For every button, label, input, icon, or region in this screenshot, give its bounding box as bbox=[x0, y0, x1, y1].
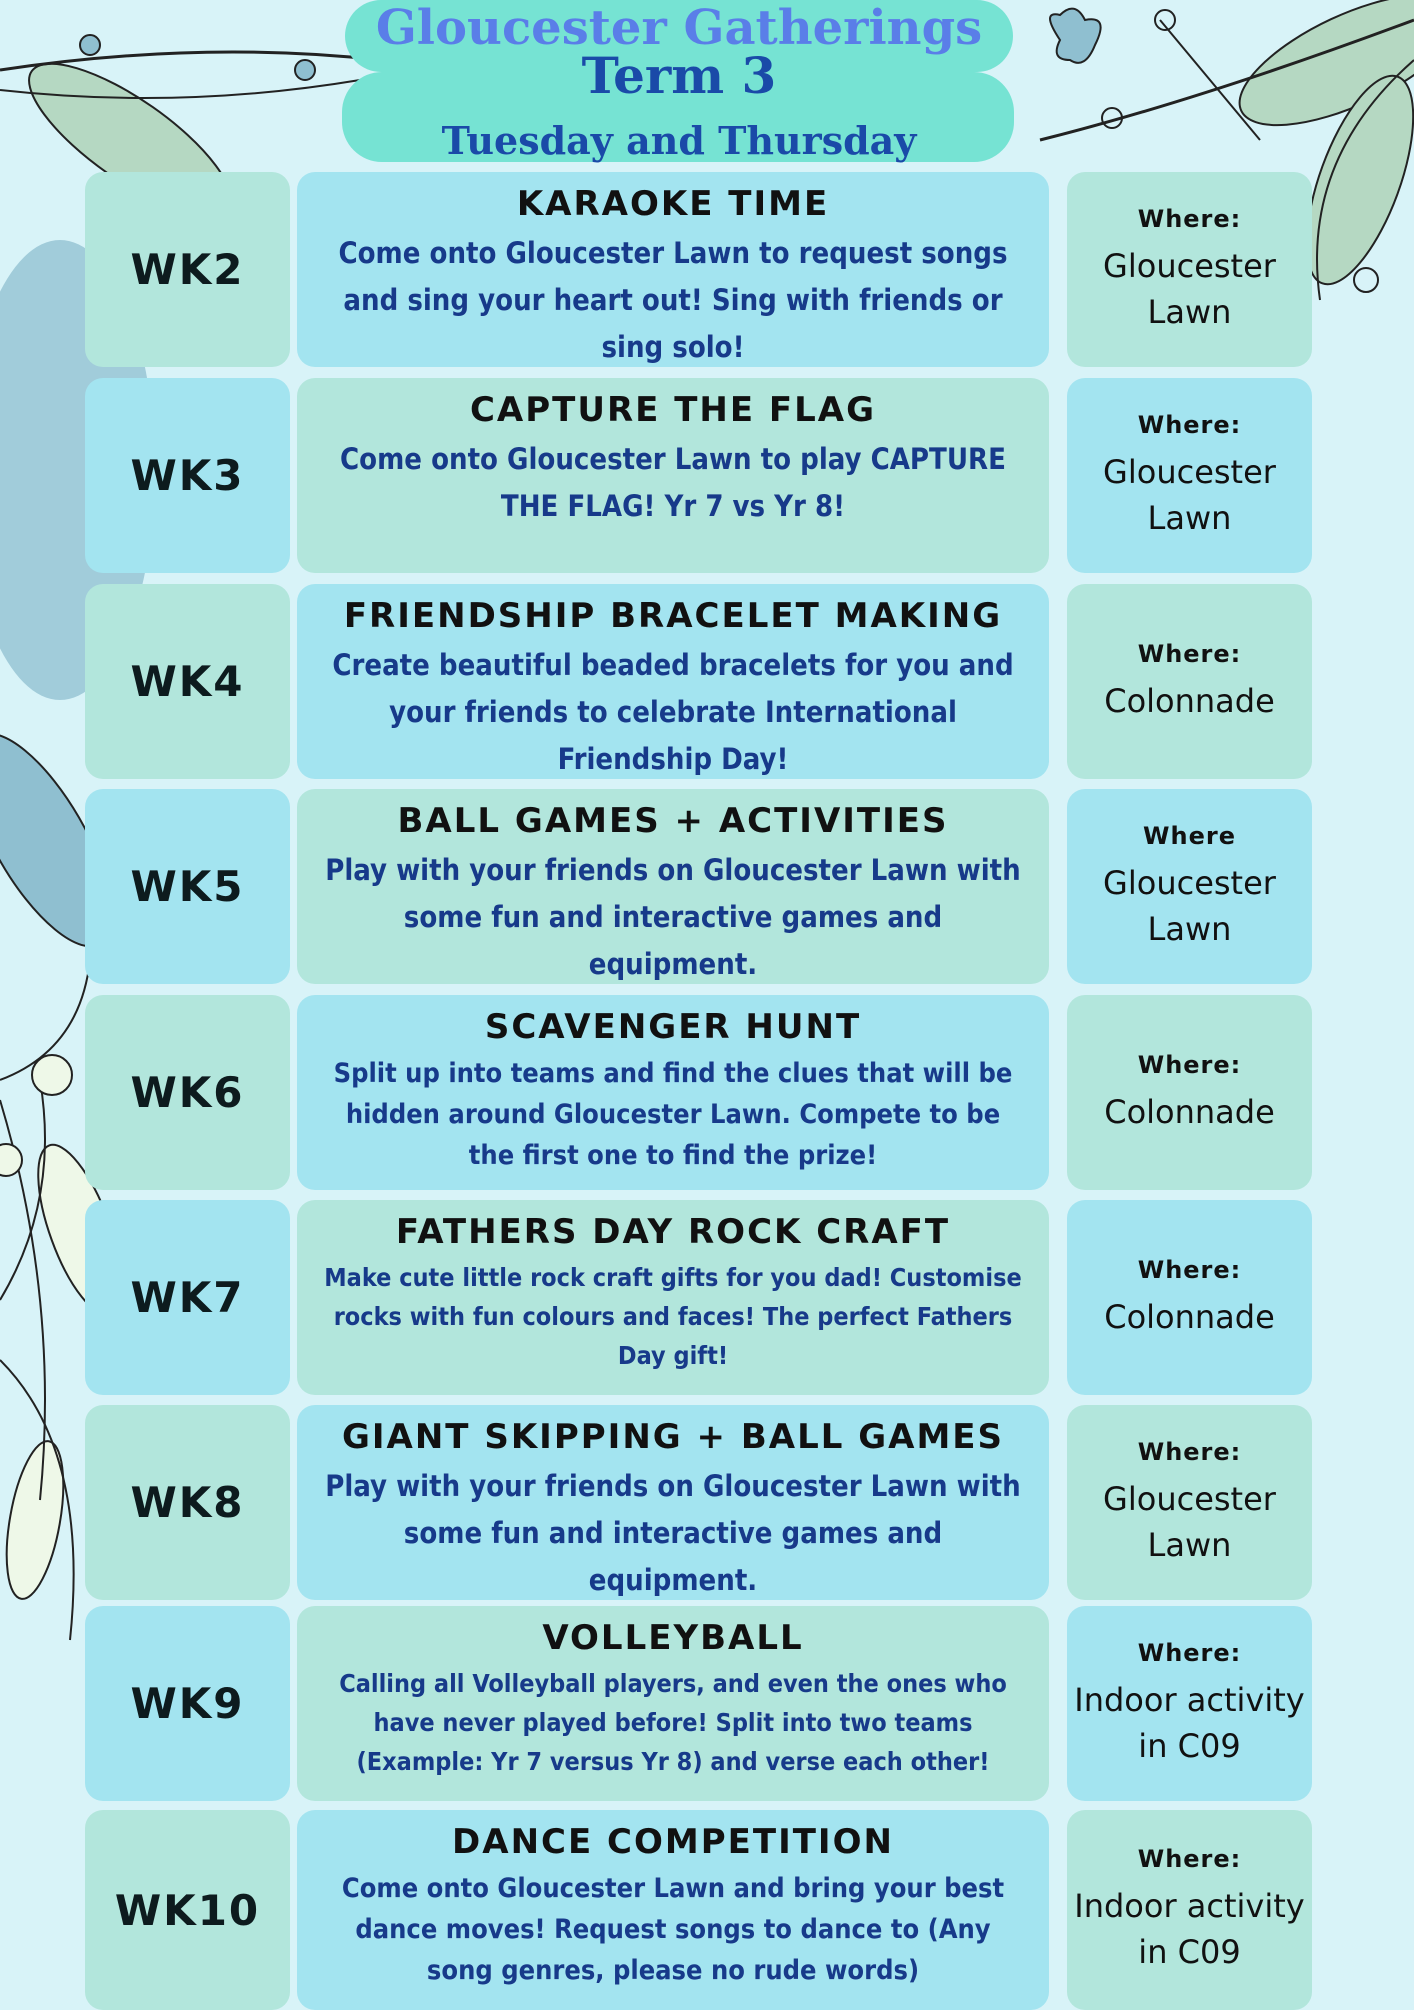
activity-title: GIANT SKIPPING + BALL GAMES bbox=[341, 1417, 1004, 1457]
week-label-cell-wk7 bbox=[85, 1200, 290, 1395]
week-label: WK10 bbox=[114, 1885, 261, 1935]
leaf-shape bbox=[0, 1437, 74, 1603]
location-label: Where bbox=[1143, 821, 1236, 850]
week-label-cell-wk10 bbox=[85, 1810, 290, 2010]
week-label-cell-wk9 bbox=[85, 1606, 290, 1801]
week-label: WK9 bbox=[130, 1679, 245, 1728]
location-cell-wk6 bbox=[1067, 995, 1312, 1190]
term-title: Term 3 bbox=[581, 46, 777, 105]
activity-cell-wk2 bbox=[297, 172, 1049, 367]
activity-title: CAPTURE THE FLAG bbox=[469, 390, 877, 430]
location-value: Indoor activity in C09 bbox=[1074, 1887, 1305, 1971]
activity-cell-wk7 bbox=[297, 1200, 1049, 1395]
activity-description: Play with your friends on Gloucester Lawn with some fun and interactive games and equipment. bbox=[325, 1469, 1021, 1597]
week-label: WK4 bbox=[130, 657, 245, 706]
berry-shape bbox=[80, 35, 100, 55]
location-label: Where: bbox=[1137, 1845, 1242, 1873]
week-label-cell-wk3 bbox=[85, 378, 290, 573]
activity-cell-wk8 bbox=[297, 1405, 1049, 1600]
location-cell-wk7 bbox=[1067, 1200, 1312, 1395]
location-value: Gloucester Lawn bbox=[1103, 863, 1276, 948]
location-cell-wk10 bbox=[1067, 1810, 1312, 2010]
location-label: Where: bbox=[1137, 1638, 1242, 1667]
flower-shape bbox=[1050, 9, 1101, 63]
berry-shape bbox=[295, 60, 315, 80]
activity-description: Come onto Gloucester Lawn and bring your best dance moves! Request songs to dance to (Any song genres, please no rude words) bbox=[341, 1873, 1005, 1986]
location-value: Colonnade bbox=[1104, 1092, 1275, 1131]
week-label-cell-wk2 bbox=[85, 172, 290, 367]
week-label: WK8 bbox=[130, 1478, 245, 1527]
activity-title: VOLLEYBALL bbox=[542, 1618, 804, 1658]
activity-cell-wk6 bbox=[297, 995, 1049, 1190]
activity-description: Calling all Volleyball players, and even the ones who have never played before! Split into two teams (Example: Yr 7 versus Yr 8) and verse each other! bbox=[339, 1669, 1007, 1776]
week-label-cell-wk5 bbox=[85, 789, 290, 984]
location-cell-wk4 bbox=[1067, 584, 1312, 779]
activity-cell-wk10 bbox=[297, 1810, 1049, 2010]
berry-shape bbox=[0, 1144, 22, 1176]
activity-cell-wk4 bbox=[297, 584, 1049, 779]
week-label: WK7 bbox=[130, 1273, 245, 1322]
location-label: Where: bbox=[1137, 1050, 1242, 1079]
activity-description: Come onto Gloucester Lawn to play CAPTURE THE FLAG! Yr 7 vs Yr 8! bbox=[340, 442, 1006, 523]
activity-title: KARAOKE TIME bbox=[516, 184, 830, 224]
activity-cell-wk3 bbox=[297, 378, 1049, 573]
page-title: Gloucester Gatherings bbox=[375, 0, 983, 56]
activity-description: Play with your friends on Gloucester Lawn with some fun and interactive games and equipment. bbox=[325, 853, 1021, 981]
week-label-cell-wk8 bbox=[85, 1405, 290, 1600]
location-label: Where: bbox=[1137, 410, 1242, 439]
location-cell-wk9 bbox=[1067, 1606, 1312, 1801]
location-value: Gloucester Lawn bbox=[1103, 1479, 1276, 1564]
activity-title: BALL GAMES + ACTIVITIES bbox=[397, 801, 949, 841]
week-label: WK6 bbox=[130, 1068, 245, 1117]
activity-title: SCAVENGER HUNT bbox=[484, 1007, 862, 1047]
berry-shape bbox=[1354, 268, 1378, 292]
week-label-cell-wk4 bbox=[85, 584, 290, 779]
activity-description: Come onto Gloucester Lawn to request songs and sing your heart out! Sing with friends or sing solo! bbox=[338, 236, 1008, 364]
activity-description: Make cute little rock craft gifts for you dad! Customise rocks with fun colours and faces! The perfect Fathers Day gift! bbox=[324, 1263, 1022, 1370]
location-value: Gloucester Lawn bbox=[1103, 452, 1276, 537]
activity-title: FATHERS DAY ROCK CRAFT bbox=[395, 1212, 951, 1252]
week-label: WK5 bbox=[130, 862, 245, 911]
location-label: Where: bbox=[1137, 1437, 1242, 1466]
location-value: Gloucester Lawn bbox=[1103, 246, 1276, 331]
location-value: Colonnade bbox=[1104, 1297, 1275, 1336]
week-label: WK2 bbox=[130, 245, 245, 294]
location-cell-wk5 bbox=[1067, 789, 1312, 984]
location-value: Colonnade bbox=[1104, 681, 1275, 720]
location-label: Where: bbox=[1137, 204, 1242, 233]
activity-title: DANCE COMPETITION bbox=[452, 1822, 894, 1862]
activity-title: FRIENDSHIP BRACELET MAKING bbox=[343, 596, 1003, 636]
days-subtitle: Tuesday and Thursday bbox=[441, 118, 917, 163]
week-label: WK3 bbox=[130, 451, 245, 500]
activity-description: Split up into teams and find the clues that will be hidden around Gloucester Lawn. Compete to be the first one to find the prize! bbox=[333, 1058, 1013, 1171]
activity-cell-wk9 bbox=[297, 1606, 1049, 1801]
location-cell-wk8 bbox=[1067, 1405, 1312, 1600]
activity-cell-wk5 bbox=[297, 789, 1049, 984]
location-label: Where: bbox=[1137, 639, 1242, 668]
location-cell-wk3 bbox=[1067, 378, 1312, 573]
location-value: Indoor activity in C09 bbox=[1074, 1680, 1305, 1765]
activity-description: Create beautiful beaded bracelets for you and your friends to celebrate International Friendship Day! bbox=[332, 648, 1014, 776]
location-label: Where: bbox=[1137, 1255, 1242, 1284]
berry-shape bbox=[32, 1055, 72, 1095]
week-label-cell-wk6 bbox=[85, 995, 290, 1190]
location-cell-wk2 bbox=[1067, 172, 1312, 367]
